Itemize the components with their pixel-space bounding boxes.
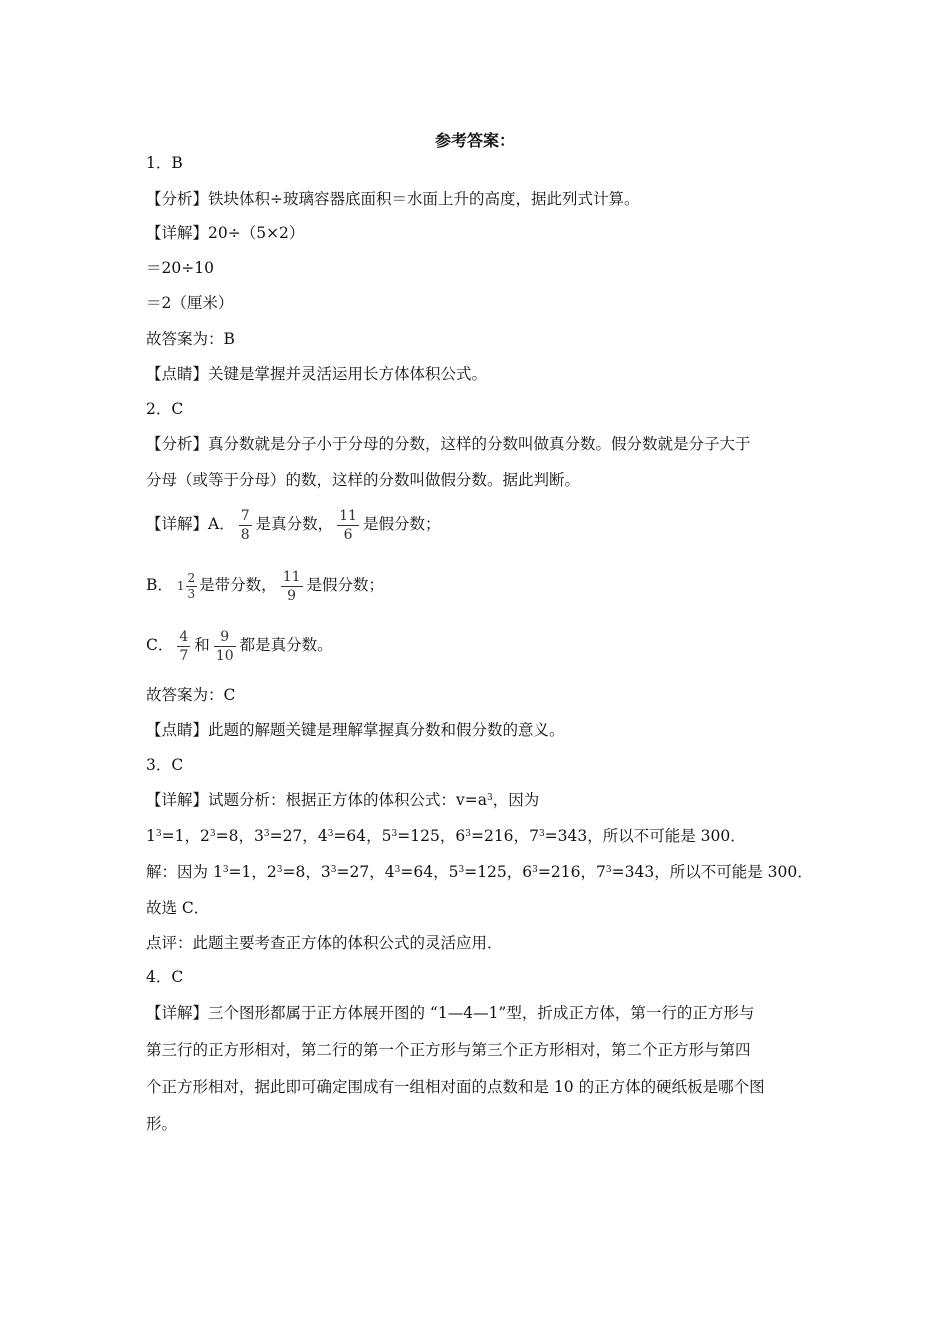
cube-expression: $6^3=216$: [522, 863, 581, 881]
q2-comment: 【点睛】此题的解题关键是理解掌握真分数和假分数的意义。: [146, 721, 565, 739]
q1-step1: ＝20÷10: [146, 259, 214, 277]
q2-a-text1: 是真分数，: [255, 515, 334, 533]
fraction-9-10: $\frac{9}{10}$: [215, 628, 234, 664]
fraction-7-8: $\frac{7}{8}$: [240, 507, 250, 543]
cube-expression: $2^3=8$: [266, 863, 306, 881]
page-title: 参考答案：: [434, 131, 515, 150]
cube-expression: $2^3=8$: [199, 827, 239, 845]
q2-analysis-line2: 分母（或等于分母）的数，这样的分数叫做假分数。据此判断。: [146, 471, 581, 489]
q2-detail-c: [146, 623, 333, 667]
q4-line1: 【详解】三个图形都属于正方体展开图的 “1—4—1”型，折成正方体，第一行的正方形与: [146, 1004, 755, 1022]
q2-head: 2．C: [146, 400, 184, 418]
fraction-11-6: $\frac{11}{6}$: [339, 507, 357, 543]
q2-c-text2: 都是真分数。: [239, 636, 333, 654]
q2-b-text2: 是假分数；: [306, 576, 385, 594]
q2-answer: 故答案为：C: [146, 686, 236, 704]
q1-analysis: 【分析】铁块体积÷玻璃容器底面积＝水面上升的高度，据此列式计算。: [146, 190, 640, 208]
q3-head: 3．C: [146, 756, 184, 774]
fraction-11-9: $\frac{11}{9}$: [282, 568, 301, 604]
cube-list: $1^3=1$，$2^3=8$，$3^3=27$，$4^3=64$，$5^3=125$，$6^3=216$，$7^3=343$: [212, 863, 655, 881]
cube-expression: $7^3=343$: [529, 827, 588, 845]
q1-head: 1．B: [146, 154, 183, 172]
cube-expression: $4^3=64$: [317, 827, 367, 845]
q2-a-text2: 是假分数；: [362, 515, 441, 533]
q2-c-prefix: C．: [146, 636, 174, 654]
q2-b-prefix: B．: [146, 576, 173, 594]
q2-c-text1: 和: [194, 636, 210, 654]
q3-cubes-line: $1^3=1$，$2^3=8$，$3^3=27$，$4^3=64$，$5^3=125$，$6^3=216$，$7^3=343$，所以不可能是 300．: [146, 827, 746, 845]
q3-comment: 点评：此题主要考查正方体的体积公式的灵活应用．: [146, 934, 503, 952]
fraction-4-7: $\frac{4}{7}$: [179, 628, 189, 664]
q1-step2: ＝2（厘米）: [146, 294, 234, 312]
q2-detail-a: [146, 502, 440, 546]
q3-choose: 故选 C．: [146, 899, 210, 917]
cube-expression: $3^3=27$: [320, 863, 370, 881]
q2-detail-prefix: 【详解】A．: [146, 515, 235, 533]
q4-line2: 第三行的正方形相对，第二行的第一个正方形与第三个正方形相对，第二个正方形与第四: [146, 1041, 751, 1059]
cube-expression: $7^3=343$: [596, 863, 655, 881]
cube-expression: $3^3=27$: [253, 827, 303, 845]
q4-line3: 个正方形相对，据此即可确定围成有一组相对面的点数和是 10 的正方体的硬纸板是哪个图: [146, 1078, 765, 1096]
q1-answer: 故答案为：B: [146, 330, 235, 348]
q2-analysis-line1: 【分析】真分数就是分子小于分母的分数，这样的分数叫做真分数。假分数就是分子大于: [146, 435, 751, 453]
mixed-number-1-2-3: 1 $\frac{2}{3}$: [176, 570, 196, 601]
cube-expression: $5^3=125$: [381, 827, 440, 845]
q3-solution: 解：因为 $1^3=1$，$2^3=8$，$3^3=27$，$4^3=64$，$5^3=125$，$6^3=216$，$7^3=343$，所以不可能是 300．: [146, 863, 813, 881]
cube-expression: $1^3=1$: [212, 863, 252, 881]
q4-line4: 形。: [146, 1115, 178, 1133]
q4-head: 4．C: [146, 968, 184, 986]
cube-expression: $5^3=125$: [448, 863, 507, 881]
q3-detail: 【详解】试题分析：根据正方体的体积公式：$v=a^3$，因为: [146, 791, 540, 809]
q1-detail: 【详解】20÷（5×2）: [146, 224, 305, 242]
cube-expression: $1^3=1$: [146, 827, 185, 845]
q2-detail-b: [146, 563, 384, 608]
cube-expression: $4^3=64$: [384, 863, 434, 881]
q2-b-text1: 是带分数，: [199, 576, 277, 594]
cube-list: $1^3=1$，$2^3=8$，$3^3=27$，$4^3=64$，$5^3=125$，$6^3=216$，$7^3=343$: [146, 827, 588, 845]
q1-comment: 【点睛】关键是掌握并灵活运用长方体体积公式。: [146, 365, 488, 383]
cube-expression: $6^3=216$: [455, 827, 514, 845]
